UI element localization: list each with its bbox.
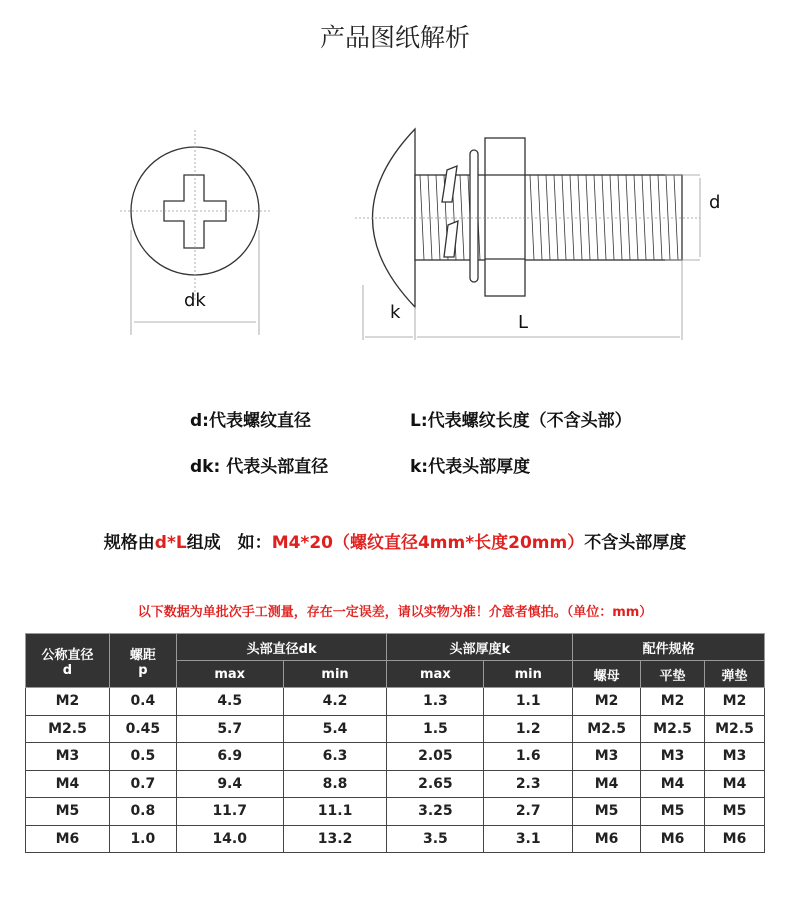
table-cell: 0.5 [109,743,176,771]
L-dimension-label: L [518,312,529,333]
table-cell: 3.1 [484,825,573,853]
spec-part: 规格由 [103,533,155,553]
table-cell: 0.7 [109,770,176,798]
legend-dk: dk: 代表头部直径 [190,457,329,477]
table-cell: 6.3 [283,743,387,771]
table-cell: M3 [26,743,110,771]
table-cell: 4.5 [176,688,283,716]
table-cell: 1.2 [484,715,573,743]
table-cell: 8.8 [283,770,387,798]
table-cell: 1.0 [109,825,176,853]
table-cell: 0.4 [109,688,176,716]
table-cell: M2 [26,688,110,716]
table-row [26,825,765,853]
table-row [26,688,765,716]
legend-k: k:代表头部厚度 [410,457,531,477]
table-cell: 2.65 [387,770,484,798]
table-cell: M2.5 [641,715,705,743]
spec-part: 组成 如： [186,533,272,553]
table-cell: 0.8 [109,798,176,826]
table-cell: M2 [573,688,641,716]
measurement-note: 以下数据为单批次手工测量，存在一定误差，请以实物为准！介意者慎拍。（单位：mm） [137,605,653,620]
screw-drawing [0,0,790,340]
table-cell: 0.45 [109,715,176,743]
subheader-cell: min [484,661,573,688]
table-cell: 1.5 [387,715,484,743]
subheader-cell: min [283,661,387,688]
spec-table [25,633,765,853]
table-cell: 4.2 [283,688,387,716]
table-cell: M5 [573,798,641,826]
spec-part: d*L [154,533,187,553]
subheader-cell: 弹垫 [705,661,765,688]
table-cell: M2 [641,688,705,716]
table-cell: 11.1 [283,798,387,826]
d-dimension-label: d [709,192,721,213]
k-dimension-label: k [390,302,401,323]
header-k: 头部厚度k [387,634,573,661]
header-d: 公称直径 d [26,634,110,688]
table-cell: 5.4 [283,715,387,743]
table-cell: M2.5 [573,715,641,743]
table-cell: 5.7 [176,715,283,743]
table-cell: 2.05 [387,743,484,771]
table-cell: M2.5 [705,715,765,743]
table-cell: M4 [705,770,765,798]
table-cell: M2.5 [26,715,110,743]
table-cell: 1.1 [484,688,573,716]
table-cell: 14.0 [176,825,283,853]
table-cell: 2.3 [484,770,573,798]
table-cell: M4 [26,770,110,798]
table-cell: 2.7 [484,798,573,826]
header-accessories: 配件规格 [573,634,765,661]
header-p: 螺距 p [109,634,176,688]
table-cell: 9.4 [176,770,283,798]
dk-dimension-label: dk [184,290,206,311]
table-cell: M4 [641,770,705,798]
table-cell: M2 [705,688,765,716]
table-cell: M4 [573,770,641,798]
table-cell: 3.5 [387,825,484,853]
legend-L: L:代表螺纹长度（不含头部） [410,411,632,431]
table-cell: 1.3 [387,688,484,716]
table-cell: M6 [573,825,641,853]
spec-part: M4*20（螺纹直径4mm*长度20mm） [271,533,585,553]
table-row [26,743,765,771]
table-cell: 11.7 [176,798,283,826]
table-cell: 1.6 [484,743,573,771]
spec-part: 不含头部厚度 [584,533,687,553]
table-cell: M3 [573,743,641,771]
table-cell: M5 [26,798,110,826]
table-cell: M3 [705,743,765,771]
table-cell: M5 [705,798,765,826]
table-cell: M6 [705,825,765,853]
table-cell: 3.25 [387,798,484,826]
table-cell: M5 [641,798,705,826]
subheader-cell: max [176,661,283,688]
table-row [26,798,765,826]
table-row [26,715,765,743]
table-cell: M6 [641,825,705,853]
page-title: 产品图纸解析 [319,23,470,52]
table-cell: 13.2 [283,825,387,853]
table-cell: 6.9 [176,743,283,771]
spec-example [0,528,790,553]
table-row [26,770,765,798]
table-cell: M6 [26,825,110,853]
subheader-cell: 平垫 [641,661,705,688]
header-dk: 头部直径dk [176,634,387,661]
table-cell: M3 [641,743,705,771]
subheader-cell: 螺母 [573,661,641,688]
legend-d: d:代表螺纹直径 [190,411,311,431]
subheader-cell: max [387,661,484,688]
